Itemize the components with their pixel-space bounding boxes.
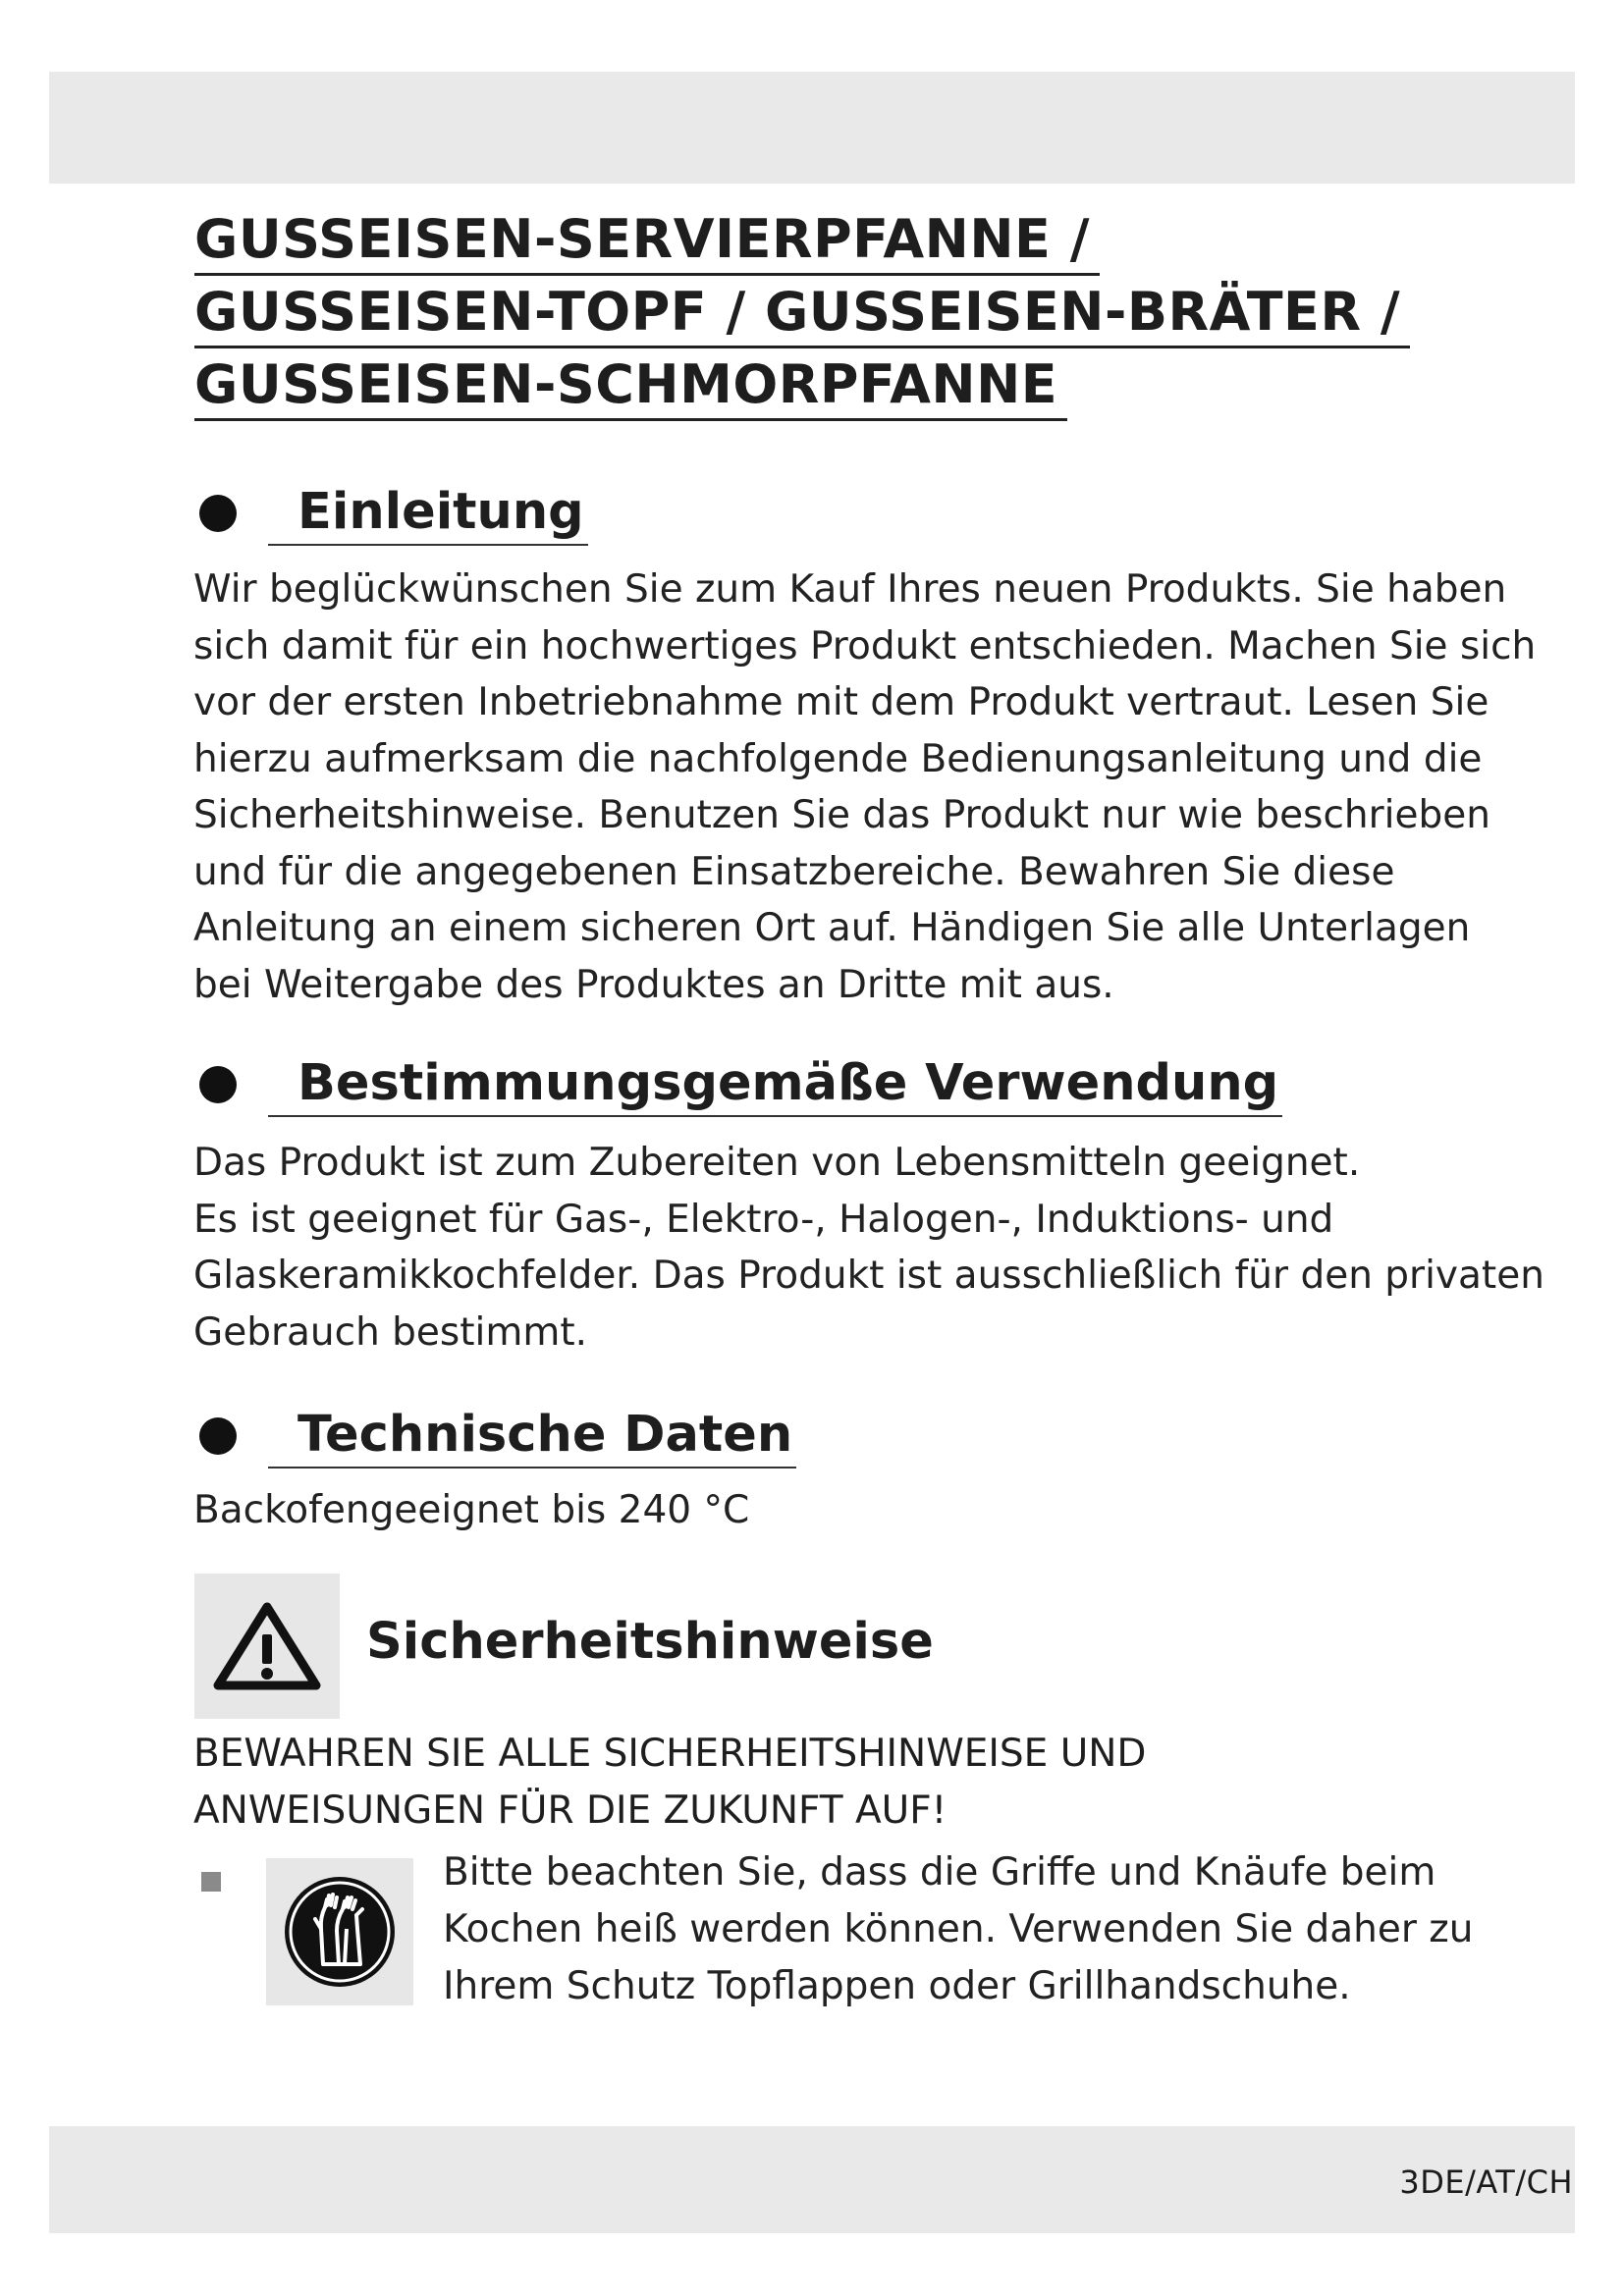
text-line: hierzu aufmerksam die nachfolgende Bedienungsanleitung und die — [193, 736, 1483, 781]
footer-band — [49, 2126, 1575, 2233]
safety-item-gloves-text — [443, 1844, 1474, 2015]
text-line: Glaskeramikkochfelder. Das Produkt ist ausschließlich für den privaten — [193, 1254, 1544, 1298]
bullet-icon — [199, 1417, 237, 1455]
text-line: BEWAHREN SIE ALLE SICHERHEITSHINWEISE UND — [193, 1732, 1147, 1776]
text-line: Kochen heiß werden können. Verwenden Sie daher zu — [443, 1907, 1474, 1951]
document-title — [194, 206, 1410, 424]
heading-technische-daten: Technische Daten — [268, 1404, 796, 1468]
text-line: sich damit für ein hochwertiges Produkt entschieden. Machen Sie sich — [193, 623, 1537, 668]
text-line: und für die angegebenen Einsatzbereiche. Bewahren Sie diese — [193, 849, 1395, 894]
bullet-icon — [199, 1066, 237, 1103]
heading-einleitung: Einleitung — [268, 481, 588, 546]
heading-sicherheitshinweise: Sicherheitshinweise — [366, 1613, 934, 1671]
text-line: Bitte beachten Sie, dass die Griffe und Knäufe beim — [443, 1850, 1436, 1895]
text-line: ANWEISUNGEN FÜR DIE ZUKUNFT AUF! — [193, 1789, 947, 1833]
text-line: Anleitung an einem sicheren Ort auf. Händigen Sie alle Unterlagen — [193, 906, 1471, 950]
warning-triangle-icon — [194, 1574, 340, 1719]
header-band — [49, 72, 1575, 184]
gloves-icon — [266, 1858, 413, 2005]
text-line: Es ist geeignet für Gas-, Elektro-, Halogen-, Induktions- und — [193, 1197, 1334, 1242]
square-bullet-icon — [201, 1872, 221, 1892]
page-number: 3DE/AT/CH — [1399, 2163, 1573, 2201]
text-line: Ihrem Schutz Topflappen oder Grillhandschuhe. — [443, 1964, 1351, 2008]
heading-verwendung: Bestimmungsgemäße Verwendung — [268, 1052, 1282, 1117]
title-line-2: GUSSEISEN-TOPF / GUSSEISEN-BRÄTER / — [194, 279, 1410, 348]
text-line: Backofengeeignet bis 240 °C — [193, 1488, 750, 1532]
technische-daten-text — [193, 1482, 749, 1539]
bullet-icon — [199, 495, 237, 532]
text-line: bei Weitergabe des Produktes an Dritte mit aus. — [193, 962, 1114, 1007]
text-line: Gebrauch bestimmt. — [193, 1309, 588, 1355]
text-line: Sicherheitshinweise. Benutzen Sie das Produkt nur wie beschrieben — [193, 793, 1490, 837]
text-line: Wir beglückwünschen Sie zum Kauf Ihres neuen Produkts. Sie haben — [193, 567, 1507, 612]
text-line: Das Produkt ist zum Zubereiten von Lebensmitteln geeignet. — [193, 1141, 1361, 1185]
safety-notice-caps — [193, 1726, 1146, 1840]
einleitung-text — [193, 561, 1536, 1013]
text-line: vor der ersten Inbetriebnahme mit dem Produkt vertraut. Lesen Sie — [193, 680, 1489, 724]
title-line-3: GUSSEISEN-SCHMORPFANNE — [194, 351, 1067, 421]
title-line-1: GUSSEISEN-SERVIERPFANNE / — [194, 206, 1100, 276]
verwendung-text — [193, 1135, 1544, 1361]
